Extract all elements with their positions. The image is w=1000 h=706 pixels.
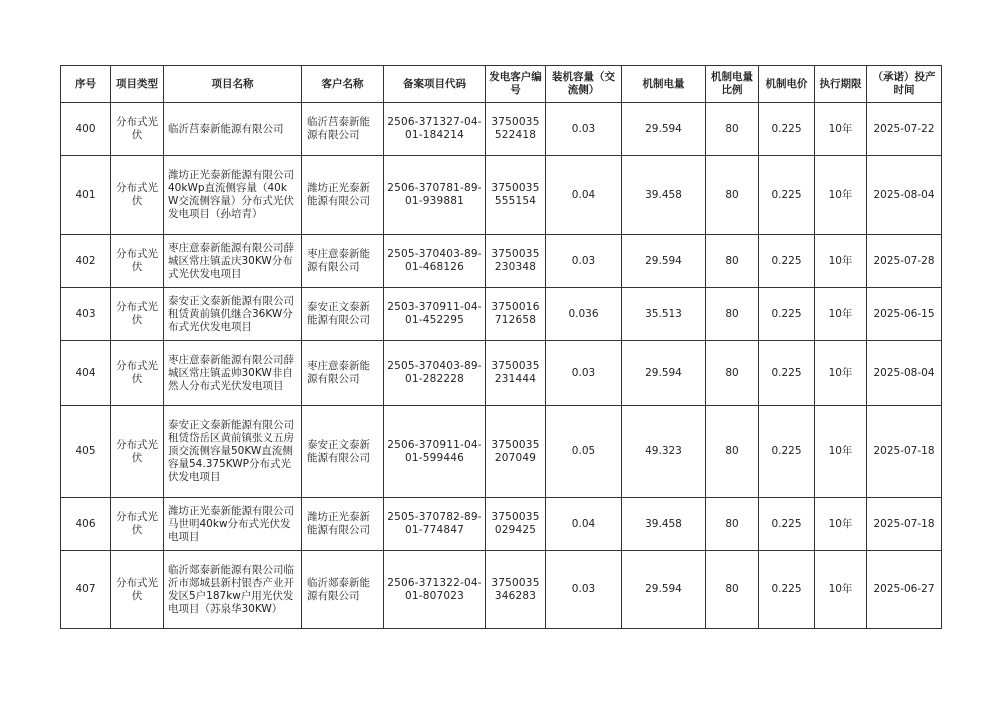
cell-code: 2506-371327-04-01-184214 (384, 103, 486, 156)
cell-price: 0.225 (759, 156, 815, 235)
cell-price: 0.225 (759, 406, 815, 498)
table-row (61, 235, 942, 288)
cell-price: 0.225 (759, 235, 815, 288)
header-name: 项目名称 (164, 66, 302, 103)
cell-capacity: 0.036 (546, 288, 622, 341)
cell-ratio: 80 (706, 156, 759, 235)
cell-no: 407 (61, 551, 111, 629)
cell-type: 分布式光伏 (111, 341, 164, 406)
cell-no: 403 (61, 288, 111, 341)
cell-name: 潍坊正光泰新能源有限公司40kWp直流侧容量（40kW交流侧容量）分布式光伏发电项目（孙培青） (164, 156, 302, 235)
cell-energy: 29.594 (622, 235, 706, 288)
cell-ratio: 80 (706, 235, 759, 288)
cell-energy: 29.594 (622, 341, 706, 406)
cell-no: 406 (61, 498, 111, 551)
cell-ratio: 80 (706, 551, 759, 629)
cell-price: 0.225 (759, 551, 815, 629)
cell-code: 2506-371322-04-01-807023 (384, 551, 486, 629)
cell-custno: 3750035029425 (486, 498, 546, 551)
cell-type: 分布式光伏 (111, 103, 164, 156)
cell-date: 2025-07-18 (867, 498, 942, 551)
cell-energy: 39.458 (622, 156, 706, 235)
cell-no: 402 (61, 235, 111, 288)
cell-energy: 29.594 (622, 103, 706, 156)
cell-type: 分布式光伏 (111, 551, 164, 629)
cell-energy: 39.458 (622, 498, 706, 551)
table-row (61, 551, 942, 629)
cell-term: 10年 (815, 235, 867, 288)
cell-type: 分布式光伏 (111, 156, 164, 235)
cell-name: 枣庄意泰新能源有限公司薛城区常庄镇孟庆30KW分布式光伏发电项目 (164, 235, 302, 288)
table-row (61, 103, 942, 156)
cell-ratio: 80 (706, 406, 759, 498)
cell-customer: 临沂郯泰新能源有限公司 (302, 551, 384, 629)
cell-energy: 29.594 (622, 551, 706, 629)
cell-date: 2025-06-27 (867, 551, 942, 629)
cell-type: 分布式光伏 (111, 235, 164, 288)
cell-term: 10年 (815, 103, 867, 156)
cell-ratio: 80 (706, 498, 759, 551)
cell-energy: 49.323 (622, 406, 706, 498)
cell-price: 0.225 (759, 341, 815, 406)
cell-type: 分布式光伏 (111, 498, 164, 551)
cell-ratio: 80 (706, 103, 759, 156)
cell-term: 10年 (815, 406, 867, 498)
header-no: 序号 (61, 66, 111, 103)
cell-customer: 枣庄意泰新能源有限公司 (302, 235, 384, 288)
header-date: （承诺）投产时间 (867, 66, 942, 103)
header-price: 机制电价 (759, 66, 815, 103)
table-row (61, 288, 942, 341)
cell-type: 分布式光伏 (111, 288, 164, 341)
header-customer: 客户名称 (302, 66, 384, 103)
table-row (61, 498, 942, 551)
cell-name: 枣庄意泰新能源有限公司薛城区常庄镇孟帅30KW非自然人分布式光伏发电项目 (164, 341, 302, 406)
header-capacity: 装机容量（交流侧） (546, 66, 622, 103)
cell-date: 2025-06-15 (867, 288, 942, 341)
cell-no: 405 (61, 406, 111, 498)
cell-name: 临沂郯泰新能源有限公司临沂市郯城县新村银杏产业开发区5户187kw户用光伏发电项目（苏泉华30KW） (164, 551, 302, 629)
header-ratio: 机制电量比例 (706, 66, 759, 103)
header-row (61, 66, 942, 103)
table-row (61, 341, 942, 406)
cell-term: 10年 (815, 156, 867, 235)
header-type: 项目类型 (111, 66, 164, 103)
cell-customer: 临沂莒泰新能源有限公司 (302, 103, 384, 156)
cell-ratio: 80 (706, 341, 759, 406)
cell-custno: 3750035555154 (486, 156, 546, 235)
cell-capacity: 0.03 (546, 235, 622, 288)
cell-price: 0.225 (759, 103, 815, 156)
header-code: 备案项目代码 (384, 66, 486, 103)
cell-code: 2505-370782-89-01-774847 (384, 498, 486, 551)
cell-energy: 35.513 (622, 288, 706, 341)
cell-custno: 3750035522418 (486, 103, 546, 156)
cell-name: 临沂莒泰新能源有限公司 (164, 103, 302, 156)
cell-capacity: 0.03 (546, 341, 622, 406)
cell-custno: 3750035231444 (486, 341, 546, 406)
cell-date: 2025-07-18 (867, 406, 942, 498)
cell-custno: 3750035346283 (486, 551, 546, 629)
cell-price: 0.225 (759, 288, 815, 341)
cell-term: 10年 (815, 288, 867, 341)
cell-date: 2025-08-04 (867, 156, 942, 235)
cell-no: 401 (61, 156, 111, 235)
cell-customer: 潍坊正光泰新能源有限公司 (302, 498, 384, 551)
header-term: 执行期限 (815, 66, 867, 103)
cell-customer: 潍坊正光泰新能源有限公司 (302, 156, 384, 235)
header-energy: 机制电量 (622, 66, 706, 103)
cell-capacity: 0.04 (546, 498, 622, 551)
cell-customer: 泰安正文泰新能源有限公司 (302, 406, 384, 498)
cell-code: 2506-370911-04-01-599446 (384, 406, 486, 498)
cell-no: 404 (61, 341, 111, 406)
header-custno: 发电客户编号 (486, 66, 546, 103)
cell-date: 2025-08-04 (867, 341, 942, 406)
cell-capacity: 0.03 (546, 551, 622, 629)
cell-name: 潍坊正光泰新能源有限公司马世明40kw分布式光伏发电项目 (164, 498, 302, 551)
cell-capacity: 0.04 (546, 156, 622, 235)
table-row (61, 156, 942, 235)
cell-date: 2025-07-28 (867, 235, 942, 288)
cell-code: 2505-370403-89-01-468126 (384, 235, 486, 288)
cell-code: 2505-370403-89-01-282228 (384, 341, 486, 406)
cell-ratio: 80 (706, 288, 759, 341)
cell-customer: 枣庄意泰新能源有限公司 (302, 341, 384, 406)
cell-capacity: 0.05 (546, 406, 622, 498)
cell-date: 2025-07-22 (867, 103, 942, 156)
cell-customer: 泰安正文泰新能源有限公司 (302, 288, 384, 341)
cell-name: 泰安正文泰新能源有限公司租赁岱岳区黄前镇张义五房顶交流侧容量50KW直流侧容量54.375KWP分布式光伏发电项目 (164, 406, 302, 498)
cell-name: 泰安正文泰新能源有限公司租赁黄前镇仉继合36KW分布式光伏发电项目 (164, 288, 302, 341)
cell-custno: 3750016712658 (486, 288, 546, 341)
cell-code: 2506-370781-89-01-939881 (384, 156, 486, 235)
cell-custno: 3750035207049 (486, 406, 546, 498)
cell-code: 2503-370911-04-01-452295 (384, 288, 486, 341)
cell-capacity: 0.03 (546, 103, 622, 156)
cell-price: 0.225 (759, 498, 815, 551)
cell-term: 10年 (815, 341, 867, 406)
cell-type: 分布式光伏 (111, 406, 164, 498)
cell-custno: 3750035230348 (486, 235, 546, 288)
cell-term: 10年 (815, 498, 867, 551)
cell-no: 400 (61, 103, 111, 156)
project-table (60, 65, 942, 629)
cell-term: 10年 (815, 551, 867, 629)
table-row (61, 406, 942, 498)
